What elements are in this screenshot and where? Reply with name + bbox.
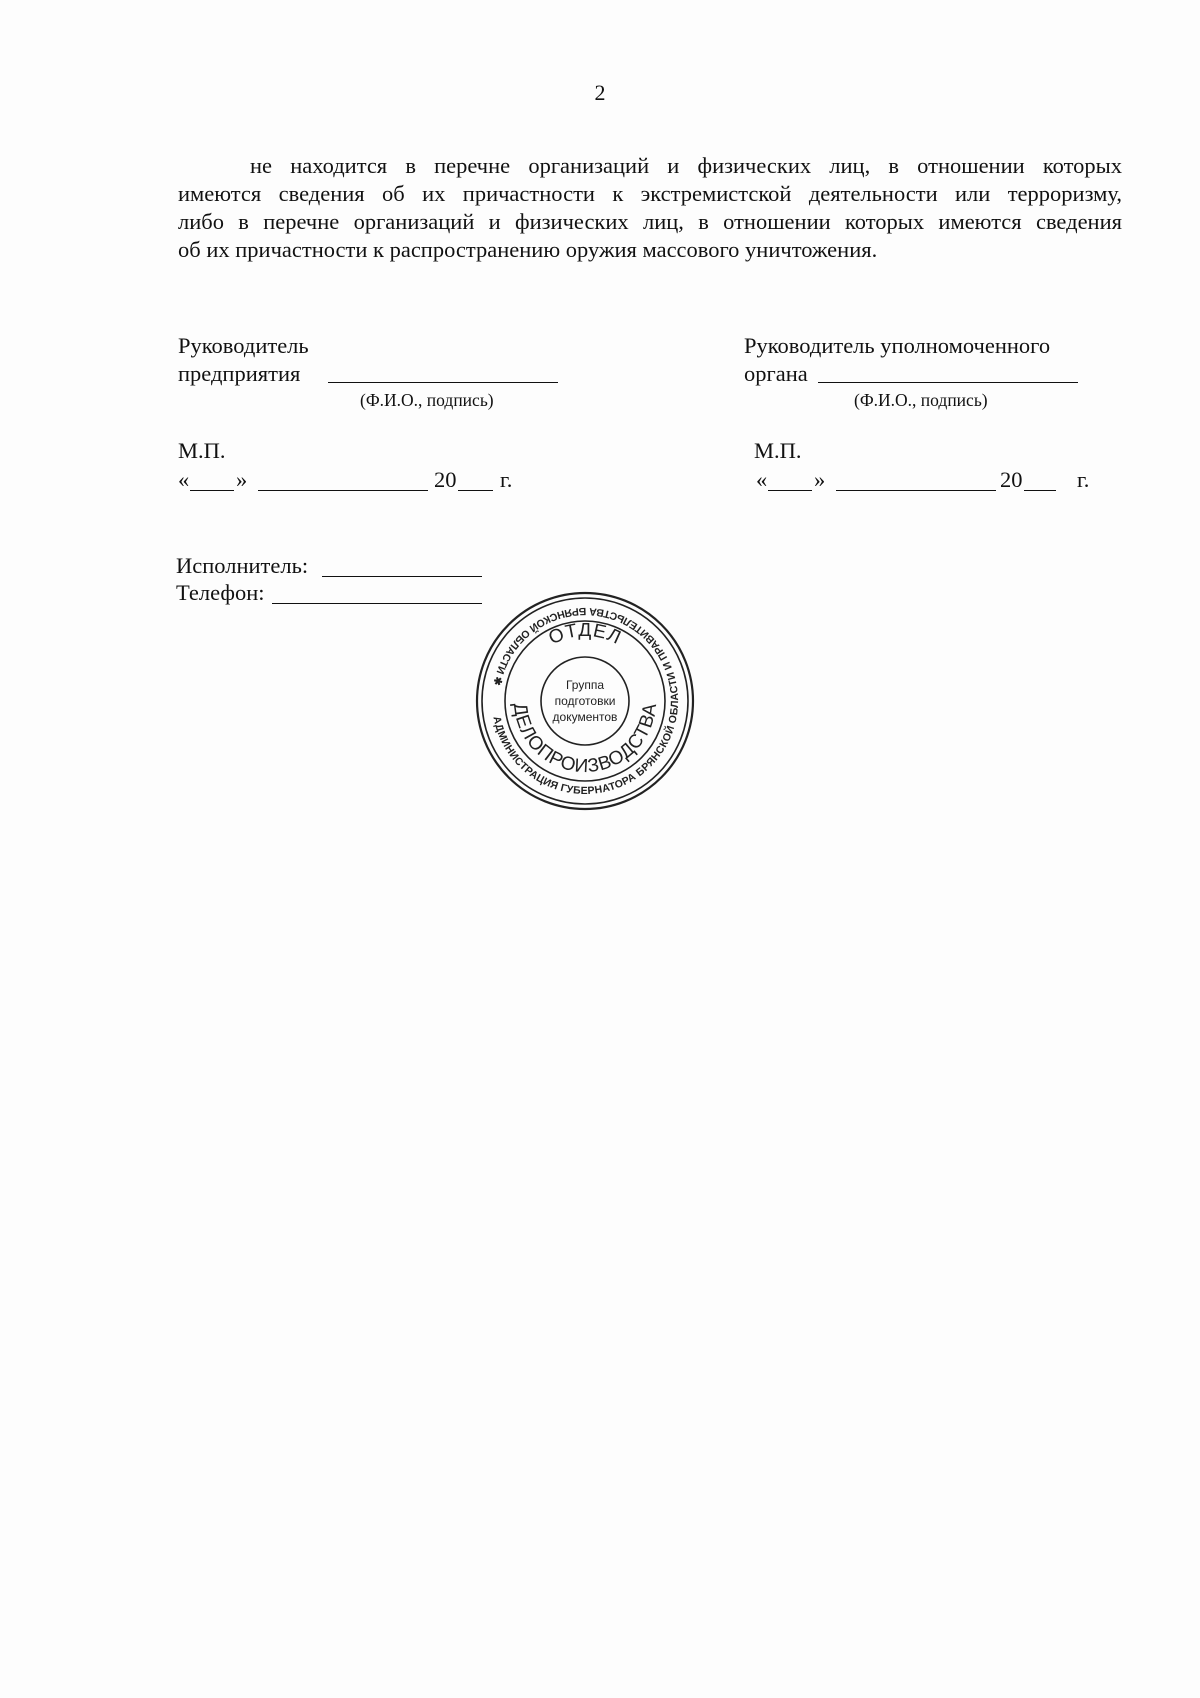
right-quote-close: » [814,467,826,492]
right-year-suffix: г. [1077,467,1090,492]
left-quote-close: » [236,467,248,492]
left-signature-line [328,382,558,383]
phone-label: Телефон: [176,580,265,605]
right-signature-line [818,382,1078,383]
stamp-outer-text: АДМИНИСТРАЦИЯ ГУБЕРНАТОРА БРЯНСКОЙ ОБЛАСТИ И ПРАВИТЕЛЬСТВА БРЯНСКОЙ ОБЛАСТИ ✱ [490,604,682,798]
phone-line [272,603,482,604]
right-title-line1: Руководитель уполномоченного [744,333,1051,358]
paragraph-line: либо в перечне организаций и физических лиц, в отношении которых имеются сведения [178,209,1122,234]
executor-label: Исполнитель: [176,553,309,578]
stamp-center-line2: подготовки [554,694,616,708]
body-paragraph [178,152,1122,264]
left-title-line1: Руководитель [178,333,309,358]
round-stamp [474,590,696,812]
stamp-center-line1: Группа [565,678,605,692]
right-year-line [1024,490,1056,491]
executor-line [322,576,482,577]
right-day-line [768,490,812,491]
right-quote-open: « [756,467,768,492]
left-signature-caption: (Ф.И.О., подпись) [360,390,494,410]
right-mp-label: М.П. [754,438,802,463]
right-signature-caption: (Ф.И.О., подпись) [854,390,988,410]
right-year-prefix: 20 [1000,467,1023,492]
left-year-line [458,490,493,491]
paragraph-line: не находится в перечне организаций и физических лиц, в отношении которых [250,153,1122,178]
paragraph-line: имеются сведения об их причастности к экстремистской деятельности или терроризму, [178,181,1122,206]
stamp-middle-bottom: ДЕЛОПРОИЗВОДСТВА [508,701,662,778]
left-year-suffix: г. [500,467,513,492]
paragraph-line: об их причастности к распространению оружия массового уничтожения. [178,237,878,262]
left-month-line [258,490,428,491]
left-title-line2: предприятия [178,361,301,386]
right-title-line2: органа [744,361,808,386]
stamp-middle-top: ОТДЕЛ [545,619,625,650]
stamp-center-line3: документов [552,710,618,724]
right-month-line [836,490,996,491]
left-year-prefix: 20 [434,467,457,492]
left-mp-label: М.П. [178,438,226,463]
left-quote-open: « [178,467,190,492]
left-day-line [190,490,234,491]
page-number: 2 [594,80,606,105]
